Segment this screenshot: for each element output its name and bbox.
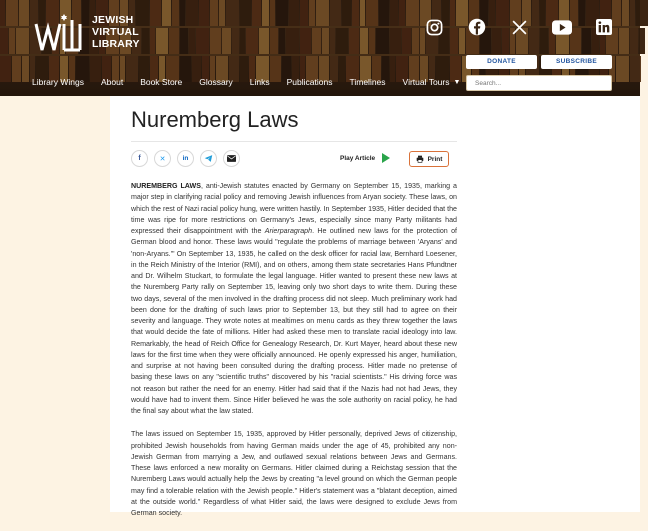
main-nav bbox=[32, 74, 477, 90]
page-title: Nuremberg Laws bbox=[131, 107, 299, 132]
term-emphasis: Arierparagraph bbox=[264, 227, 313, 235]
logo-mark-icon bbox=[34, 12, 90, 52]
printer-icon bbox=[416, 155, 424, 163]
x-icon[interactable] bbox=[509, 17, 529, 37]
nav-publications[interactable]: Publications bbox=[286, 77, 333, 87]
share-x-icon[interactable]: ✕ bbox=[154, 150, 171, 167]
site-header bbox=[0, 0, 640, 96]
share-linkedin-icon[interactable]: in bbox=[177, 150, 194, 167]
social-links bbox=[424, 15, 614, 39]
logo-text: JEWISH VIRTUAL LIBRARY bbox=[92, 14, 140, 50]
share-bar bbox=[131, 150, 246, 167]
share-telegram-icon[interactable] bbox=[200, 150, 217, 167]
nav-book-store[interactable]: Book Store bbox=[140, 77, 183, 87]
print-label: Print bbox=[427, 155, 443, 163]
nav-glossary[interactable]: Glossary bbox=[199, 77, 233, 87]
nav-library-wings[interactable]: Library Wings bbox=[32, 77, 84, 87]
linkedin-icon[interactable] bbox=[594, 17, 614, 37]
nav-links[interactable]: Links bbox=[249, 77, 270, 87]
subscribe-button[interactable]: SUBSCRIBE bbox=[541, 55, 612, 69]
share-facebook-icon[interactable]: f bbox=[131, 150, 148, 167]
nav-timelines[interactable]: Timelines bbox=[349, 77, 386, 87]
search-input[interactable] bbox=[466, 75, 612, 91]
chevron-down-icon: ▼ bbox=[453, 78, 461, 86]
play-article-button[interactable] bbox=[340, 153, 390, 163]
play-article-label: Play Article bbox=[340, 154, 376, 162]
site-logo[interactable] bbox=[34, 8, 144, 52]
share-email-icon[interactable] bbox=[223, 150, 240, 167]
paragraph: NUREMBERG LAWS, anti-Jewish statutes enacted by Germany on September 15, 1935, marking a major step in clarifying racial policy and removing Jewish influences from Aryan society. These laws, on which the rest of Nazi racial policy hung, were written hastily. In September 1935, Hitler decided that the time was ripe for more restrictions on Germany's Jews, especially since many Party militants had expressed their disappointment with the Arierparagraph. He outlined new laws for the protection of German blood and honor. These laws would "regulate the problems of marriage between 'Aryans' and 'non-Aryans.'" On September 13, 1935, he called on the desk officer for racial law, Bernhard Loesener, in the Reich Ministry of the Interior (RMI), and on others, among them state secretaries Hans Pfundtner and Dr. Wilhelm Stuckart, to formulate the legal language. Hitler wanted to present these new laws at the Nuremberg Party rally on September 15, leaving only two short days to write them. During these two days, several of the men involved in the drafting process did not sleep. Much preliminary work had been done for the drafting of such laws prior to September 13, but they still had to agree on their severity and language. They wrote notes at mealtimes on menu cards as they threw together the laws that would decide the fate of millions. Hitler had asked these men to translate racial ideology into law. Remarkably, the head of Reich Office for Genealogy Research, Dr. Kurt Mayer, heard about these new laws for the first time when they were officially announced. He openly expressed his anger, humiliation, and surprise at not having been consulted during the drafting process. Hitler made no pretense of basing these laws on any "scientific truths" discovered by his "racial scientists." His driving force was not reason but rather the need for an enemy. Hitler had said that if the Nazis had not had Jews, they would have had to invent them. Since Hitler believed he was the sole authority on racial policy, he had the final say about what the law stated. bbox=[131, 182, 457, 415]
paragraph: The laws issued on September 15, 1935, approved by Hitler personally, deprived Jews of citizenship, prohibited Jewish households from having German maids under the age of 45, prohibited any non-Jewish German from marrying a Jew, and outlawed sexual relations between Jews and Germans. These laws enforced a new morality on Germans. Hitler claimed during a Reichstag session that the Nuremberg Laws would actually help the Jews by creating "a level ground on which the German people may find a tolerable relation with the Jewish people." Hitler's statement was a "blatant deception, aimed at the outside world." Regardless of what Hitler said, the laws were designed to exclude Jews from German society. bbox=[131, 430, 457, 517]
nav-about[interactable]: About bbox=[100, 77, 124, 87]
left-gutter bbox=[0, 96, 110, 512]
youtube-icon[interactable] bbox=[552, 17, 572, 37]
nav-virtual-tours[interactable]: Virtual Tours ▼ bbox=[402, 77, 461, 87]
term-lead: NUREMBERG LAWS bbox=[131, 182, 201, 190]
print-button[interactable] bbox=[409, 151, 449, 167]
play-icon bbox=[382, 153, 390, 163]
facebook-icon[interactable] bbox=[467, 17, 487, 37]
divider bbox=[131, 141, 457, 142]
instagram-icon[interactable] bbox=[424, 17, 444, 37]
article-body bbox=[131, 181, 457, 531]
donate-button[interactable]: DONATE bbox=[466, 55, 537, 69]
